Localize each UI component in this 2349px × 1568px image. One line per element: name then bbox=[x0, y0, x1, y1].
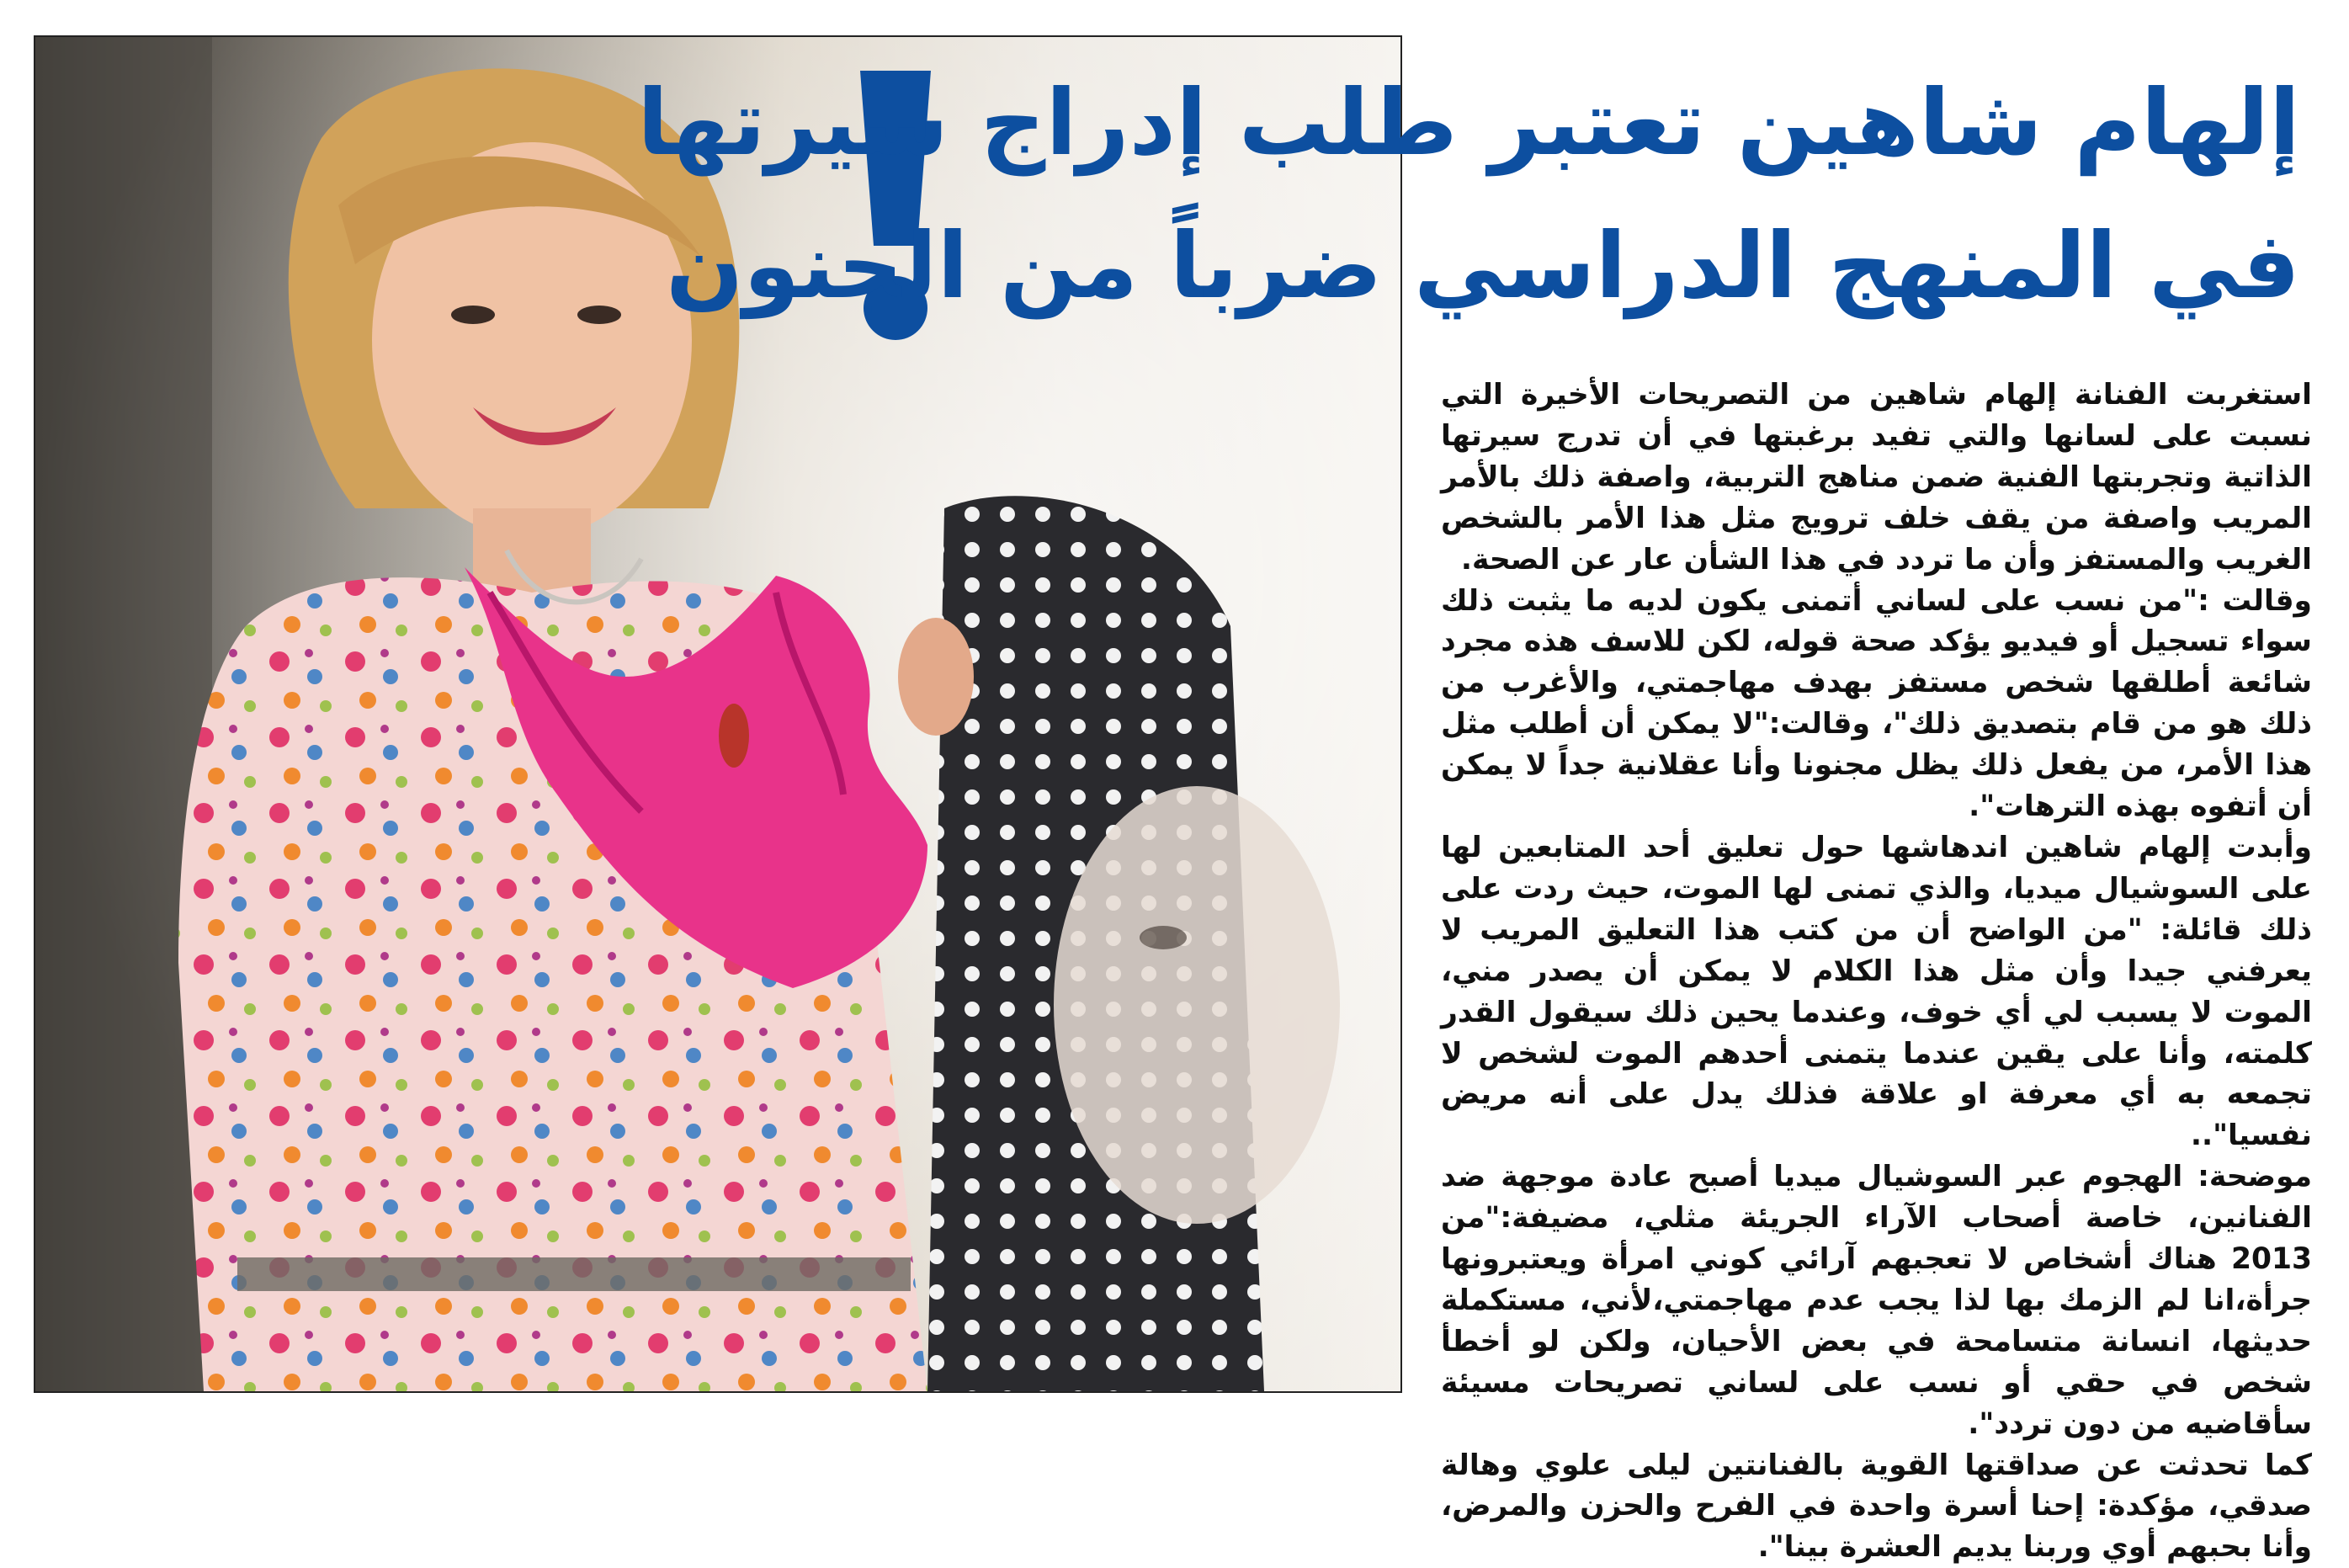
headline-line-1: إلهام شاهين تعتبر طلب إدراج سيرتها bbox=[637, 71, 2300, 176]
article-paragraph: موضحة: الهجوم عبر السوشيال ميديا أصبح عادة موجهة ضد الفنانين، خاصة أصحاب الآراء الجريئة مثلي، مضيفة:"من 2013 هناك أشخاص لا تعجبهم آرائي كوني امرأة ويعتبرونها جرأة،انا لم الزمك بها لذا يجب عدم مهاجمتي،لأني، مستكملة حديثها، انسانة متسامحة في بعض الأحيان، ولكن لو أخطأ شخص في حقي أو نسب على لساني تصريحات مسيئة سأقاضيه من دون تردد". bbox=[1441, 1160, 2312, 1441]
headline bbox=[637, 52, 2300, 338]
article-paragraph: وقالت :"من نسب على لساني أتمنى يكون لديه ما يثبت ذلك سواء تسجيل أو فيديو يؤكد صحة قوله، لكن للاسف هذه مجرد شائعة أطلقها شخص مستفز بهدف مهاجمتي، والأغرب من ذلك هو من قام بتصديق ذلك"، وقالت:"لا يمكن أن أطلب مثل هذا الأمر، من يفعل ذلك يظل مجنونا وأنا عقلانية جداً لا يمكن أن أتفوه بهذه الترهات". bbox=[1441, 583, 2312, 824]
article-paragraph: وأبدت إلهام شاهين اندهاشها حول تعليق أحد المتابعين لها على السوشيال ميديا، والذي تمنى لها الموت، حيث ردت على ذلك قائلة: "من الواضح أن من كتب هذا التعليق المريب لا يعرفني جيدا وأن مثل هذا الكلام لا يمكن أن يصدر مني، الموت لا يسبب لي أي خوف، وعندما يحين ذلك سيقول القدر كلمته، وأنا على يقين عندما يتمنى أحدهم الموت لشخص لا تجمعه به أي معرفة او علاقة فذلك يدل على أنه مريض نفسيا".. bbox=[1441, 830, 2312, 1153]
article-paragraph: استغربت الفنانة إلهام شاهين من التصريحات الأخيرة التي نسبت على لسانها والتي تفيد برغبتها في أن تدرج سيرتها الذاتية وتجربتها الفنية ضمن مناهج التربية، واصفة ذلك بالأمر المريب واصفة من يقف خلف ترويج مثل هذا الأمر بالشخص الغريب والمستفز وأن ما تردد في هذا الشأن عار عن الصحة. bbox=[1441, 378, 2312, 577]
headline-line-2: في المنهج الدراسي ضرباً من الجنون bbox=[666, 214, 2300, 319]
article-body bbox=[1441, 375, 2312, 1568]
article-paragraph: كما تحدثت عن صداقتها القوية بالفنانتين ليلى علوي وهالة صدقي، مؤكدة: إحنا أسرة واحدة في الفرح والحزن والمرض، وأنا بحبهم أوي وربنا يديم العشرة بينا". bbox=[1441, 1448, 2312, 1565]
